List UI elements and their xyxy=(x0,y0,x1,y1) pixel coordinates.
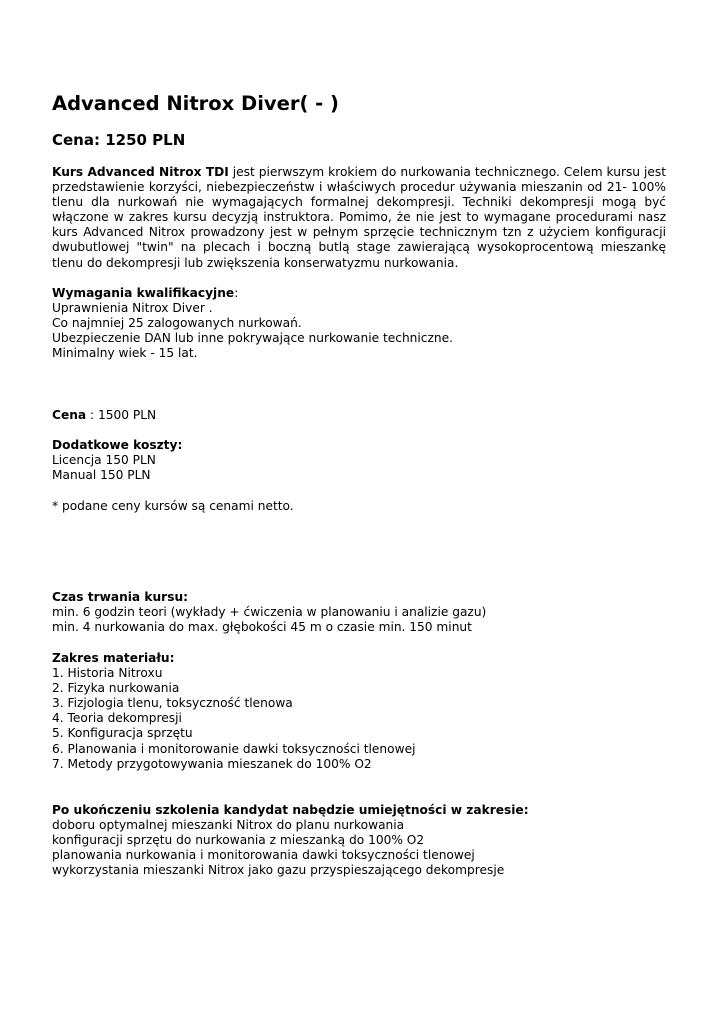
intro-course-name: Kurs Advanced Nitrox TDI xyxy=(52,165,229,179)
requirements-colon: : xyxy=(234,286,239,300)
extra-costs-heading: Dodatkowe koszty: xyxy=(52,438,183,452)
scope-section xyxy=(52,651,666,772)
skill-item: planowania nurkowania i monitorowania dawki toksyczności tlenowej xyxy=(52,848,475,863)
duration-section xyxy=(52,590,666,635)
duration-item: min. 6 godzin teori (wykłady + ćwiczenia w planowaniu i analizie gazu) xyxy=(52,605,487,620)
intro-text: jest pierwszym krokiem do nurkowania technicznego. Celem kursu jest przedstawienie korzyści, niebezpieczeństw i właściwych procedur używania mieszanin od 21- 100% tlenu dla nurkowań nie wymagających formalnej dekompresji. Techniki dekompresji mogą być włączone w zakres kursu decyzją instruktora. Pomimo, że nie jest to wymagane procedurami nasz kurs Advanced Nitrox prowadzony jest w pełnym sprzęcie technicznym tzn z użyciem konfiguracji dwubutlowej "twin" na plecach i boczną butlą stage zawierającą wysokoprocentową mieszankę tlenu do dekompresji lub zwiększenia konserwatyzmu nurkowania. xyxy=(52,165,667,270)
price-label: Cena xyxy=(52,408,87,422)
price-note-text: * podane ceny kursów są cenami netto. xyxy=(52,499,294,513)
price-heading: Cena: 1250 PLN xyxy=(52,131,186,149)
requirement-item: Minimalny wiek - 15 lat. xyxy=(52,346,198,361)
extra-cost-item: Manual 150 PLN xyxy=(52,468,151,483)
scope-item: 2. Fizyka nurkowania xyxy=(52,681,180,696)
requirement-item: Ubezpieczenie DAN lub inne pokrywające nurkowanie techniczne. xyxy=(52,331,453,346)
scope-item: 7. Metody przygotowywania mieszanek do 100% O2 xyxy=(52,756,372,771)
skill-item: doboru optymalnej mieszanki Nitrox do planu nurkowania xyxy=(52,818,405,833)
extra-costs-section xyxy=(52,438,666,483)
scope-item: 6. Planowania i monitorowanie dawki toksyczności tlenowej xyxy=(52,741,416,756)
price-note xyxy=(52,499,666,514)
page-title: Advanced Nitrox Diver( - ) xyxy=(52,92,339,115)
duration-item: min. 4 nurkowania do max. głębokości 45 m o czasie min. 150 minut xyxy=(52,620,472,635)
price-value: : 1500 PLN xyxy=(86,408,157,422)
skills-heading: Po ukończeniu szkolenia kandydat nabędzie umiejętności w zakresie: xyxy=(52,803,529,817)
skill-item: konfiguracji sprzętu do nurkowania z mieszanką do 100% O2 xyxy=(52,833,425,848)
skills-section xyxy=(52,803,666,878)
intro-paragraph xyxy=(52,165,666,271)
requirements-heading: Wymagania kwalifikacyjne xyxy=(52,286,235,300)
scope-heading: Zakres materiału: xyxy=(52,651,175,665)
skill-item: wykorzystania mieszanki Nitrox jako gazu przyspieszającego dekompresje xyxy=(52,863,505,878)
scope-item: 3. Fizjologia tlenu, toksyczność tlenowa xyxy=(52,696,293,711)
duration-heading: Czas trwania kursu: xyxy=(52,590,188,604)
price-section xyxy=(52,408,666,423)
extra-cost-item: Licencja 150 PLN xyxy=(52,453,156,468)
requirement-item: Co najmniej 25 zalogowanych nurkowań. xyxy=(52,316,302,331)
scope-item: 4. Teoria dekompresji xyxy=(52,711,182,726)
scope-item: 5. Konfiguracja sprzętu xyxy=(52,726,193,741)
scope-item: 1. Historia Nitroxu xyxy=(52,666,163,681)
requirements-section xyxy=(52,286,666,361)
requirement-item: Uprawnienia Nitrox Diver . xyxy=(52,301,213,316)
